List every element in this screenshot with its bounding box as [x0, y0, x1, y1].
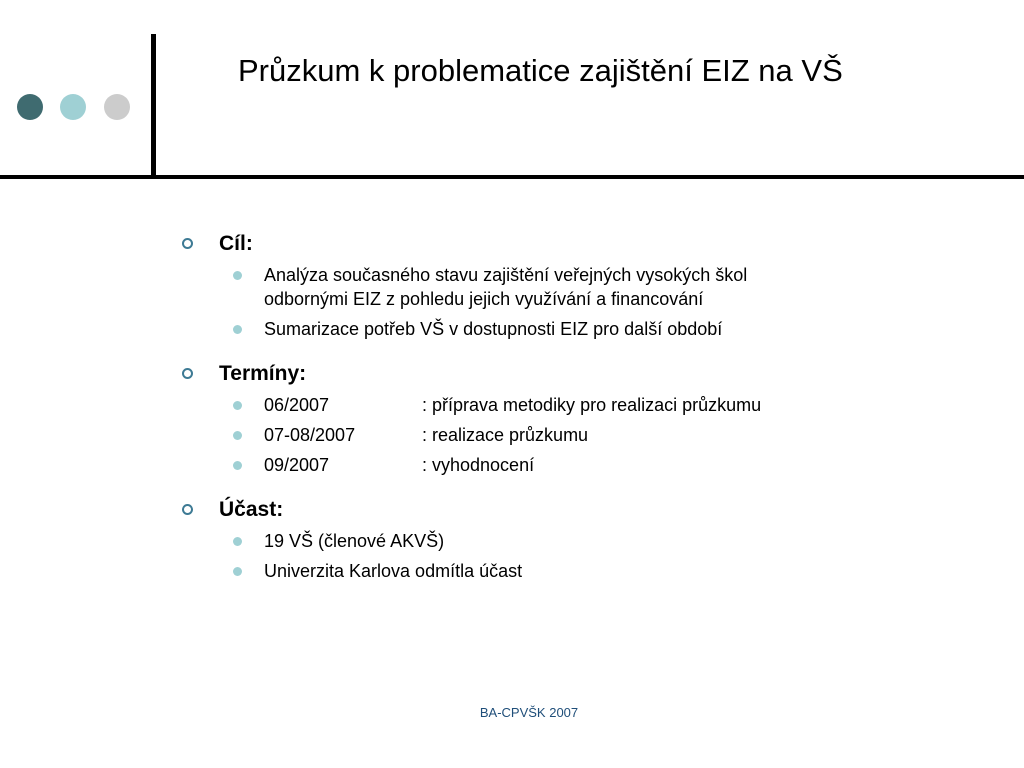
section-heading: [181, 229, 941, 259]
list-item: [181, 393, 941, 417]
decorative-dot-mid: [60, 94, 86, 120]
section-heading: [181, 359, 941, 389]
section-participation: [181, 495, 941, 583]
bullet-list: [181, 529, 941, 583]
dot-bullet-icon: [233, 431, 242, 440]
dot-bullet-icon: [233, 461, 242, 470]
schedule-description: : realizace průzkumu: [422, 425, 589, 445]
section-goal: [181, 229, 941, 341]
schedule-description: : vyhodnocení: [422, 455, 535, 475]
dot-bullet-icon: [233, 325, 242, 334]
schedule-description: : příprava metodiky pro realizaci průzkumu: [422, 395, 762, 415]
slide-content: [181, 229, 941, 601]
decorative-dot-light: [104, 94, 130, 120]
schedule-date: 06/2007: [264, 395, 330, 415]
dot-bullet-icon: [233, 271, 242, 280]
list-item-text-line: Sumarizace potřeb VŠ v dostupnosti EIZ pro další období: [264, 319, 723, 339]
list-item-text-line: Analýza současného stavu zajištění veřejných vysokých škol: [264, 265, 748, 285]
dot-bullet-icon: [233, 401, 242, 410]
list-item: [181, 453, 941, 477]
bullet-list: [181, 393, 941, 477]
list-item-text-line: Univerzita Karlova odmítla účast: [264, 561, 523, 581]
ring-bullet-icon: [182, 368, 193, 379]
ring-bullet-icon: [182, 238, 193, 249]
section-heading-text: Termíny:: [219, 362, 307, 385]
ring-bullet-icon: [182, 504, 193, 515]
list-item: [181, 529, 941, 553]
bullet-list: [181, 263, 941, 341]
section-heading: [181, 495, 941, 525]
list-item: [181, 559, 941, 583]
list-item: [181, 317, 941, 341]
slide-footer: BA-CPVŠK 2007: [479, 705, 579, 720]
section-schedule: [181, 359, 941, 477]
dot-bullet-icon: [233, 567, 242, 576]
schedule-date: 07-08/2007: [264, 425, 356, 445]
horizontal-divider: [0, 175, 1024, 179]
dot-bullet-icon: [233, 537, 242, 546]
list-item-text-line: odbornými EIZ z pohledu jejich využívání a financování: [264, 289, 704, 309]
list-item: [181, 423, 941, 447]
schedule-date: 09/2007: [264, 455, 330, 475]
section-heading-text: Účast:: [219, 498, 284, 521]
list-item-text-line: 19 VŠ (členové AKVŠ): [264, 531, 445, 551]
slide-title: Průzkum k problematice zajištění EIZ na VŠ: [238, 53, 843, 88]
decorative-dot-dark: [17, 94, 43, 120]
vertical-divider: [151, 34, 156, 177]
section-heading-text: Cíl:: [219, 232, 253, 255]
list-item: [181, 263, 941, 311]
